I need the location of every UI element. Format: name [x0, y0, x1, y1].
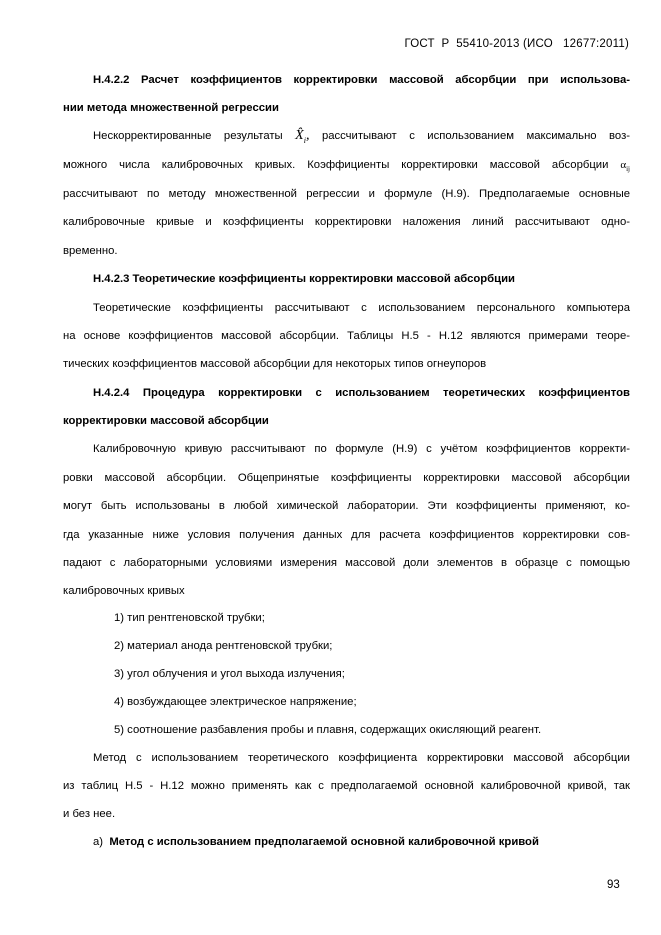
- list-item: 3) угол облучения и угол выхода излучения;: [114, 668, 345, 680]
- paragraph-line: Теоретические коэффициенты рассчитывают с использованием персонального компьютера: [93, 302, 630, 314]
- paragraph-line: ровки массовой абсорбции. Общепринятые коэффициенты корректировки массовой абсорбции: [63, 472, 630, 484]
- section-heading-h422-line2: нии метода множественной регрессии: [63, 102, 279, 114]
- text-fragment: Нескорректированные результаты: [93, 130, 283, 142]
- paragraph-line: могут быть использованы в любой химической лаборатории. Эти коэффициенты применяют, ко-: [63, 500, 630, 512]
- list-item: 1) тип рентгеновской трубки;: [114, 612, 265, 624]
- paragraph-line: тических коэффициентов массовой абсорбции для некоторых типов огнеупоров: [63, 358, 487, 370]
- paragraph-line: [63, 157, 630, 173]
- list-item: 5) соотношение разбавления пробы и плавня, содержащих окисляющий реагент.: [114, 724, 542, 736]
- paragraph-line: [93, 128, 630, 144]
- symbol-subscript: ij: [626, 165, 630, 174]
- subsection-marker: а): [93, 836, 104, 848]
- section-heading-h423: Н.4.2.3 Теоретические коэффициенты корректировки массовой абсорбции: [93, 273, 515, 285]
- page-number: 93: [607, 879, 620, 891]
- alpha-symbol: [620, 159, 630, 174]
- paragraph-line: падают с лабораторными условиями измерения массовой доли элементов в образце с помощью: [63, 557, 630, 569]
- paragraph-line: из таблиц Н.5 - Н.12 можно применять как с предполагаемой основной калибровочной кривой, так: [63, 780, 630, 792]
- x-hat-symbol: $X̂_i$,: [295, 128, 310, 145]
- paragraph-line: временно.: [63, 245, 118, 257]
- paragraph-line: и без нее.: [63, 808, 116, 820]
- paragraph-line: Метод с использованием теоретического коэффициента корректировки массовой абсорбции: [93, 752, 630, 764]
- symbol-char: X̂: [295, 128, 304, 143]
- subsection-title: Метод с использованием предполагаемой основной калибровочной кривой: [109, 836, 539, 848]
- list-item: 2) материал анода рентгеновской трубки;: [114, 640, 333, 652]
- text-fragment: рассчитывают с использованием максимально воз-: [321, 130, 631, 142]
- symbol-subscript: i: [303, 135, 306, 145]
- section-heading-h424-line1: Н.4.2.4 Процедура корректировки с использованием теоретических коэффициентов: [93, 387, 630, 399]
- paragraph-line: на основе коэффициентов массовой абсорбции. Таблицы Н.5 - Н.12 являются примерами теоре-: [63, 330, 630, 342]
- symbol-char: α: [620, 159, 627, 171]
- paragraph-line: Калибровочную кривую рассчитывают по формуле (Н.9) с учётом коэффициентов корректи-: [93, 443, 630, 455]
- section-heading-h424-line2: корректировки массовой абсорбции: [63, 415, 269, 427]
- paragraph-line: калибровочные кривые и коэффициенты корректировки наложения линий рассчитывают одно-: [63, 216, 630, 228]
- subsection-a: [93, 834, 630, 850]
- paragraph-line: рассчитывают по методу множественной регрессии и формуле (Н.9). Предполагаемые основные: [63, 188, 630, 200]
- paragraph-line: гда указанные ниже условия получения данных для расчета коэффициентов корректировки сов-: [63, 529, 630, 541]
- paragraph-line: калибровочных кривых: [63, 585, 185, 597]
- text-fragment: можного числа калибровочных кривых. Коэффициенты корректировки массовой абсорбции: [63, 159, 609, 171]
- list-item: 4) возбуждающее электрическое напряжение;: [114, 696, 357, 708]
- standard-header: ГОСТ Р 55410-2013 (ИСО 12677:2011): [404, 38, 629, 50]
- section-heading-h422-line1: Н.4.2.2 Расчет коэффициентов корректировки массовой абсорбции при использова-: [93, 74, 630, 86]
